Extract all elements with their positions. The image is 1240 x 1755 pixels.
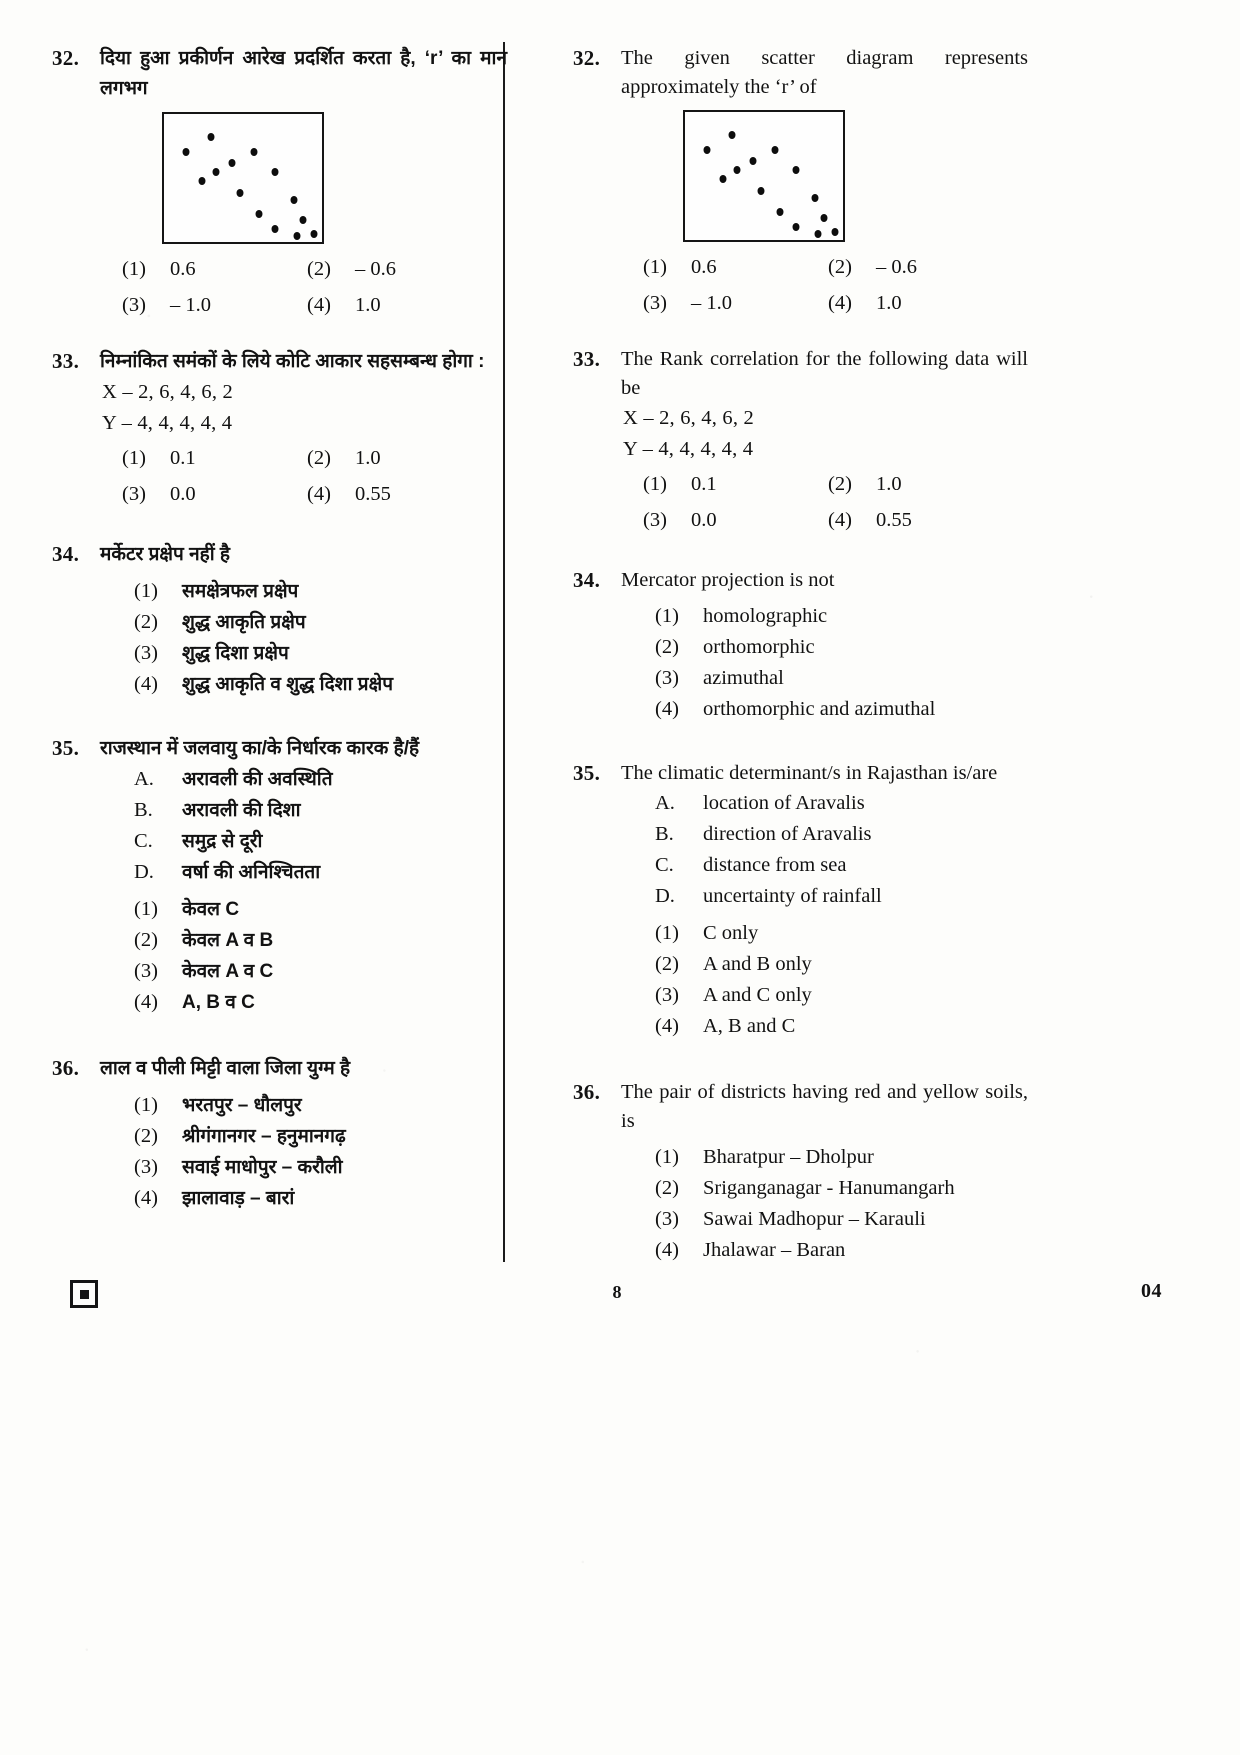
option-marker: (1): [643, 473, 667, 495]
scatter-point: [704, 146, 711, 154]
option-marker: (2): [134, 929, 158, 951]
option-3[interactable]: [621, 1204, 1028, 1235]
option-marker: (4): [307, 483, 331, 505]
scatter-point: [290, 196, 297, 204]
option-text: 0.0: [170, 483, 196, 505]
question-36-hindi: [52, 1054, 507, 1214]
statement-marker: C.: [655, 854, 674, 876]
option-4[interactable]: [621, 1011, 1028, 1042]
scatter-point: [293, 232, 300, 240]
statement-text: अरावली की अवस्थिति: [182, 769, 333, 790]
option-marker: (2): [134, 1125, 158, 1147]
question-32-english: [573, 44, 1028, 319]
scatter-point: [228, 159, 235, 167]
option-2[interactable]: [621, 1173, 1028, 1204]
scatter-point: [821, 214, 828, 222]
option-marker: (3): [655, 667, 679, 689]
scatter-point: [208, 133, 215, 141]
option-text: 0.1: [170, 447, 196, 469]
scatter-point: [734, 166, 741, 174]
statement-text: distance from sea: [703, 854, 847, 876]
data-row-x: X – 2, 6, 4, 6, 2: [102, 381, 233, 403]
question-number: 32.: [573, 46, 601, 70]
option-1[interactable]: [100, 1090, 507, 1121]
option-1[interactable]: [621, 601, 1028, 632]
option-1[interactable]: [100, 254, 285, 285]
option-text: – 0.6: [876, 256, 917, 278]
option-marker: (2): [307, 258, 331, 280]
question-35-english: [573, 759, 1028, 1042]
scatter-point: [198, 177, 205, 185]
question-number: 34.: [52, 542, 80, 566]
option-marker: (2): [655, 636, 679, 658]
option-text: भरतपुर – धौलपुर: [182, 1095, 302, 1116]
option-marker: (1): [134, 898, 158, 920]
scatter-point: [776, 208, 783, 216]
statement-marker: C.: [134, 830, 153, 852]
option-text: Bharatpur – Dholpur: [703, 1146, 874, 1168]
statements-list: [621, 788, 1028, 912]
option-text: – 1.0: [170, 294, 211, 316]
statement-b: [100, 795, 507, 826]
option-marker: (4): [134, 1187, 158, 1209]
option-marker: (4): [828, 509, 852, 531]
option-marker: (4): [307, 294, 331, 316]
question-stem: The Rank correlation for the following data will be: [621, 348, 1028, 399]
option-2[interactable]: [621, 949, 1028, 980]
question-number: 35.: [573, 761, 601, 785]
scatter-point: [729, 131, 736, 139]
scatter-point: [832, 228, 839, 236]
option-text: Sawai Madhopur – Karauli: [703, 1208, 926, 1230]
option-text: azimuthal: [703, 667, 784, 689]
option-3[interactable]: [100, 956, 507, 987]
option-text: 0.55: [355, 483, 391, 505]
options-list: [100, 443, 507, 510]
option-text: केवल C: [182, 899, 240, 920]
options-list: [621, 601, 1028, 725]
option-marker: (1): [655, 1146, 679, 1168]
option-2[interactable]: [285, 443, 507, 474]
statement-a: [100, 764, 507, 795]
option-marker: (1): [134, 580, 158, 602]
option-marker: (4): [655, 698, 679, 720]
option-3[interactable]: [621, 663, 1028, 694]
option-1[interactable]: [621, 918, 1028, 949]
statement-marker: A.: [134, 768, 154, 790]
option-text: 1.0: [355, 447, 381, 469]
option-marker: (3): [643, 292, 667, 314]
question-number: 36.: [52, 1056, 80, 1080]
question-number: 32.: [52, 46, 80, 70]
option-text: A and B only: [703, 953, 812, 975]
options-list: [100, 1090, 507, 1214]
option-text: 0.55: [876, 509, 912, 531]
question-34-english: [573, 566, 1028, 725]
option-text: शुद्ध दिशा प्रक्षेप: [182, 643, 289, 664]
option-2[interactable]: [100, 607, 507, 638]
option-marker: (3): [655, 984, 679, 1006]
option-marker: (3): [134, 960, 158, 982]
scatter-plot-box: [683, 110, 845, 242]
hindi-column: [52, 44, 517, 1240]
bilingual-columns: [52, 44, 1182, 1292]
options-list: [621, 918, 1028, 1042]
option-marker: (4): [828, 292, 852, 314]
option-marker: (3): [134, 1156, 158, 1178]
scatter-point: [271, 168, 278, 176]
option-3[interactable]: [100, 1152, 507, 1183]
option-text: केवल A व C: [182, 961, 274, 982]
statement-marker: A.: [655, 792, 675, 814]
option-marker: (3): [643, 509, 667, 531]
option-4[interactable]: [806, 505, 1028, 536]
scatter-point: [792, 166, 799, 174]
option-text: 0.6: [691, 256, 717, 278]
option-3[interactable]: [621, 505, 806, 536]
option-text: 1.0: [355, 294, 381, 316]
scatter-point: [749, 157, 756, 165]
scatter-point: [213, 168, 220, 176]
booklet-code: 04: [1141, 1280, 1162, 1302]
option-text: Sriganganagar - Hanumangarh: [703, 1177, 955, 1199]
data-row-y: Y – 4, 4, 4, 4, 4: [623, 438, 754, 460]
scatter-point: [772, 146, 779, 154]
option-1[interactable]: [621, 252, 806, 283]
statements-list: [100, 764, 507, 888]
option-marker: (2): [828, 473, 852, 495]
option-text: 0.6: [170, 258, 196, 280]
option-marker: (2): [134, 611, 158, 633]
option-text: सवाई माधोपुर – करौली: [182, 1157, 343, 1178]
scatter-point: [251, 148, 258, 156]
option-marker: (3): [122, 294, 146, 316]
option-text: orthomorphic and azimuthal: [703, 698, 936, 720]
option-3[interactable]: [100, 638, 507, 669]
option-marker: (1): [122, 447, 146, 469]
option-1[interactable]: [100, 576, 507, 607]
scatter-point: [757, 187, 764, 195]
option-marker: (2): [828, 256, 852, 278]
option-1[interactable]: [100, 443, 285, 474]
question-34-hindi: [52, 540, 507, 700]
option-3[interactable]: [100, 479, 285, 510]
scatter-point: [300, 216, 307, 224]
scatter-point: [236, 189, 243, 197]
option-1[interactable]: [621, 469, 806, 500]
question-stem: लाल व पीली मिट्टी वाला जिला युग्म है: [100, 1058, 351, 1079]
option-marker: (4): [655, 1239, 679, 1261]
statement-c: [621, 850, 1028, 881]
statement-a: [621, 788, 1028, 819]
options-list: [621, 252, 1028, 319]
question-number: 36.: [573, 1080, 601, 1104]
option-4[interactable]: [100, 669, 507, 700]
option-text: A, B and C: [703, 1015, 796, 1037]
option-text: झालावाड़ – बारां: [182, 1188, 295, 1209]
option-marker: (1): [122, 258, 146, 280]
options-list: [100, 576, 507, 700]
option-text: C only: [703, 922, 759, 944]
statement-d: [100, 857, 507, 888]
statement-d: [621, 881, 1028, 912]
option-marker: (4): [655, 1015, 679, 1037]
option-text: – 0.6: [355, 258, 396, 280]
statement-marker: D.: [655, 885, 675, 907]
statement-text: समुद्र से दूरी: [182, 831, 263, 852]
options-list: [621, 1142, 1028, 1266]
option-1[interactable]: [621, 1142, 1028, 1173]
statement-text: अरावली की दिशा: [182, 800, 301, 821]
scatter-diagram-english: [621, 110, 1028, 242]
option-text: श्रीगंगानगर – हनुमानगढ़: [182, 1126, 346, 1147]
option-marker: (2): [307, 447, 331, 469]
question-35-hindi: [52, 734, 507, 1018]
question-36-english: [573, 1078, 1028, 1266]
english-column: [517, 44, 1028, 1292]
option-4[interactable]: [285, 479, 507, 510]
options-list: [621, 469, 1028, 536]
option-1[interactable]: [100, 894, 507, 925]
options-list: [100, 254, 507, 321]
option-text: Jhalawar – Baran: [703, 1239, 846, 1261]
statement-marker: B.: [655, 823, 674, 845]
option-4[interactable]: [285, 290, 507, 321]
question-stem: राजस्थान में जलवायु का/के निर्धारक कारक है/हैं: [100, 738, 420, 759]
scatter-point: [271, 225, 278, 233]
option-4[interactable]: [100, 1183, 507, 1214]
data-row-x: X – 2, 6, 4, 6, 2: [623, 407, 754, 429]
question-stem: दिया हुआ प्रकीर्णन आरेख प्रदर्शित करता है, ‘r’ का मान लगभग: [100, 48, 507, 99]
option-2[interactable]: [100, 925, 507, 956]
option-text: 0.0: [691, 509, 717, 531]
option-text: केवल A व B: [182, 930, 274, 951]
option-3[interactable]: [621, 288, 806, 319]
question-33-english: [573, 345, 1028, 536]
option-3[interactable]: [100, 290, 285, 321]
option-marker: (1): [655, 605, 679, 627]
scatter-point: [183, 148, 190, 156]
option-2[interactable]: [621, 632, 1028, 663]
scatter-point: [255, 210, 262, 218]
statement-b: [621, 819, 1028, 850]
option-2[interactable]: [806, 252, 1028, 283]
option-2[interactable]: [285, 254, 507, 285]
option-marker: (3): [122, 483, 146, 505]
option-marker: (1): [655, 922, 679, 944]
option-text: शुद्ध आकृति व शुद्ध दिशा प्रक्षेप: [182, 674, 393, 695]
scatter-diagram-hindi: [100, 112, 507, 244]
scatter-point: [792, 223, 799, 231]
option-text: orthomorphic: [703, 636, 815, 658]
statement-marker: D.: [134, 861, 154, 883]
scatter-plot-box: [162, 112, 324, 244]
question-number: 34.: [573, 568, 601, 592]
statement-text: uncertainty of rainfall: [703, 885, 882, 907]
option-text: A, B व C: [182, 992, 255, 1013]
options-list: [100, 894, 507, 1018]
question-stem: मर्केटर प्रक्षेप नहीं है: [100, 544, 231, 565]
option-text: समक्षेत्रफल प्रक्षेप: [182, 581, 299, 602]
scatter-point: [311, 230, 318, 238]
page-footer: [52, 1278, 1182, 1318]
option-marker: (1): [643, 256, 667, 278]
option-text: – 1.0: [691, 292, 732, 314]
option-marker: (4): [134, 673, 158, 695]
option-2[interactable]: [100, 1121, 507, 1152]
question-number: 33.: [52, 349, 80, 373]
option-2[interactable]: [806, 469, 1028, 500]
option-marker: (2): [655, 1177, 679, 1199]
option-4[interactable]: [621, 694, 1028, 725]
statement-text: वर्षा की अनिश्चितता: [182, 862, 321, 883]
option-4[interactable]: [100, 987, 507, 1018]
scatter-point: [719, 175, 726, 183]
statement-marker: B.: [134, 799, 153, 821]
option-text: शुद्ध आकृति प्रक्षेप: [182, 612, 306, 633]
option-text: 1.0: [876, 292, 902, 314]
page-number: 8: [612, 1282, 622, 1302]
question-stem: The pair of districts having red and yellow soils, is: [621, 1081, 1028, 1132]
question-number: 33.: [573, 347, 601, 371]
question-number: 35.: [52, 736, 80, 760]
scatter-point: [811, 194, 818, 202]
option-marker: (3): [134, 642, 158, 664]
option-3[interactable]: [621, 980, 1028, 1011]
question-33-hindi: [52, 347, 507, 510]
option-text: 1.0: [876, 473, 902, 495]
option-marker: (2): [655, 953, 679, 975]
option-marker: (1): [134, 1094, 158, 1116]
statement-text: direction of Aravalis: [703, 823, 872, 845]
option-4[interactable]: [621, 1235, 1028, 1266]
option-4[interactable]: [806, 288, 1028, 319]
question-stem: The given scatter diagram represents approximately the ‘r’ of: [621, 47, 1028, 98]
question-stem: निम्नांकित समंकों के लिये कोटि आकार सहसम्बन्ध होगा :: [100, 351, 485, 372]
option-marker: (3): [655, 1208, 679, 1230]
scatter-point: [814, 230, 821, 238]
question-stem: The climatic determinant/s in Rajasthan is/are: [621, 762, 998, 784]
option-text: homolographic: [703, 605, 828, 627]
statement-c: [100, 826, 507, 857]
option-marker: (4): [134, 991, 158, 1013]
question-stem: Mercator projection is not: [621, 569, 835, 591]
data-row-y: Y – 4, 4, 4, 4, 4: [102, 412, 233, 434]
statement-text: location of Aravalis: [703, 792, 865, 814]
question-32-hindi: [52, 44, 507, 321]
option-text: 0.1: [691, 473, 717, 495]
option-text: A and C only: [703, 984, 812, 1006]
